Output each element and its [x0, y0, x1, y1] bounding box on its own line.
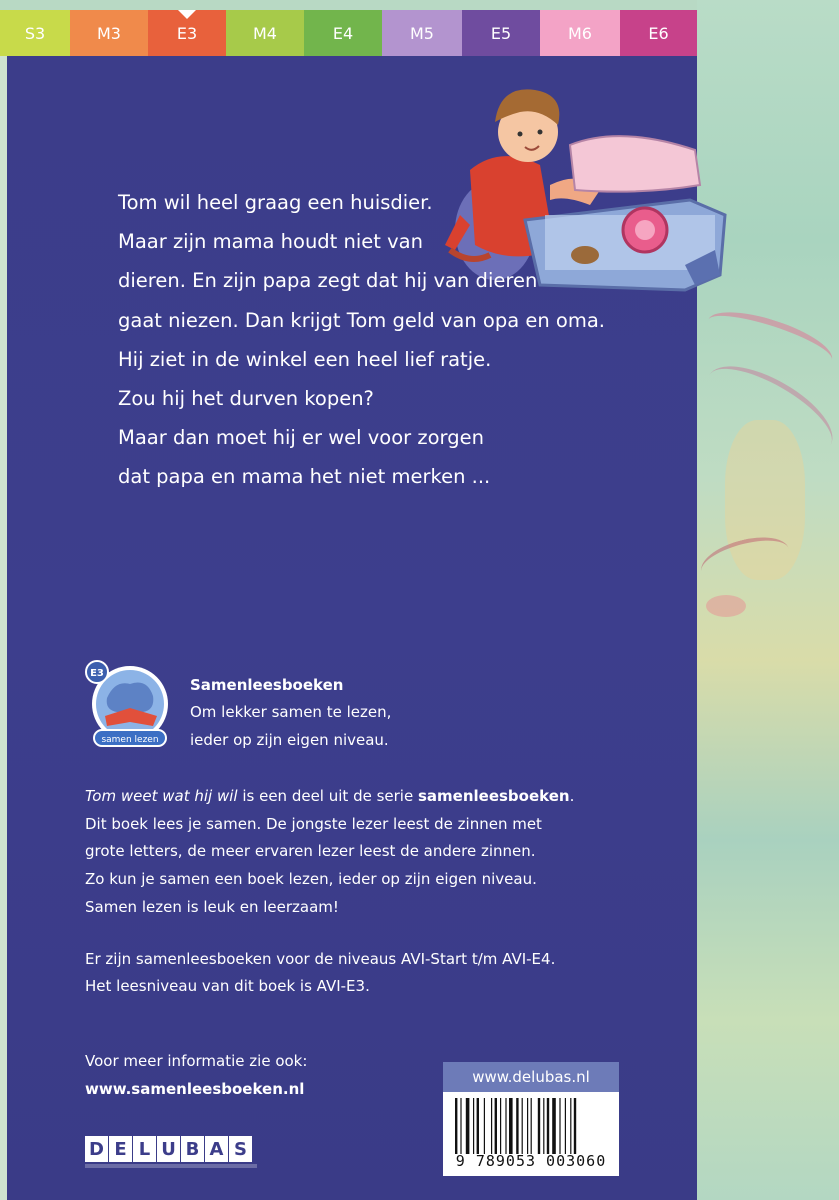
barcode-bar: [559, 1098, 560, 1154]
barcode-bar: [547, 1098, 549, 1154]
series-name: samenleesboeken: [417, 787, 570, 805]
logo-letter: U: [157, 1136, 180, 1162]
badge-level: E3: [90, 668, 104, 679]
barcode-bar: [522, 1098, 523, 1154]
barcode-bar: [505, 1098, 506, 1154]
description-line: Samen lezen is leuk en leerzaam!: [85, 898, 339, 916]
story-line: dat papa en mama het niet merken ...: [118, 465, 491, 489]
levels-line: Er zijn samenleesboeken voor de niveaus AVI-Start t/m AVI-E4.: [85, 950, 556, 968]
logo-letter: E: [109, 1136, 132, 1162]
level-tab-e5: E5: [462, 10, 540, 56]
story-line: Maar zijn mama houdt niet van: [118, 230, 423, 254]
barcode-box: [443, 1062, 619, 1176]
level-tab-m3: M3: [70, 10, 148, 56]
barcode: [443, 1092, 619, 1176]
barcode-bar: [509, 1098, 513, 1154]
level-tab-m6: M6: [540, 10, 620, 56]
story-line: Maar dan moet hij er wel voor zorgen: [118, 426, 484, 450]
spine-paint: [706, 595, 746, 617]
info-url-link[interactable]: www.samenleesboeken.nl: [85, 1080, 305, 1098]
logo-letter: L: [133, 1136, 156, 1162]
barcode-bar: [455, 1098, 457, 1154]
barcode-bar: [484, 1098, 485, 1154]
description-line: grote letters, de meer ervaren lezer leest de andere zinnen.: [85, 842, 536, 860]
level-tab-e4: E4: [304, 10, 382, 56]
logo-letter: A: [205, 1136, 228, 1162]
delubas-logo: [85, 1136, 252, 1166]
publisher-url[interactable]: www.delubas.nl: [443, 1062, 619, 1092]
description-line: Dit boek lees je samen. De jongste lezer leest de zinnen met: [85, 815, 542, 833]
barcode-bar: [516, 1098, 518, 1154]
barcode-bar: [565, 1098, 566, 1154]
story-line: Tom wil heel graag een huisdier.: [118, 191, 433, 214]
barcode-bar: [531, 1098, 532, 1154]
level-tab-m4: M4: [226, 10, 304, 56]
barcode-bar: [500, 1098, 501, 1154]
logo-letter: B: [181, 1136, 204, 1162]
levels-line: Het leesniveau van dit boek is AVI-E3.: [85, 977, 370, 995]
barcode-bars: [455, 1098, 611, 1154]
description-text: is een deel uit de serie: [237, 787, 418, 805]
series-line: ieder op zijn eigen niveau.: [190, 731, 389, 749]
story-text: [118, 183, 605, 497]
barcode-bar: [543, 1098, 544, 1154]
series-title: Samenleesboeken: [190, 676, 344, 694]
samen-lezen-badge-icon: [85, 660, 171, 750]
series-line: Om lekker samen te lezen,: [190, 703, 392, 721]
story-line: Hij ziet in de winkel een heel lief ratje.: [118, 347, 492, 371]
barcode-bar: [460, 1098, 461, 1154]
barcode-bar: [552, 1098, 556, 1154]
barcode-bar: [574, 1098, 576, 1154]
barcode-bar: [491, 1098, 492, 1154]
barcode-bar: [495, 1098, 497, 1154]
story-line: Zou hij het durven kopen?: [118, 386, 374, 410]
badge-caption: samen lezen: [101, 735, 159, 745]
level-tab-m5: M5: [382, 10, 462, 56]
logo-letter: S: [229, 1136, 252, 1162]
level-tab-e3: E3: [148, 10, 226, 56]
story-line: gaat niezen. Dan krijgt Tom geld van opa en oma.: [118, 308, 605, 332]
barcode-bar: [538, 1098, 540, 1154]
barcode-bar: [570, 1098, 571, 1154]
level-tab-s3: S3: [0, 10, 70, 56]
barcode-bar: [466, 1098, 470, 1154]
barcode-bar: [473, 1098, 474, 1154]
barcode-bar: [477, 1098, 479, 1154]
isbn-number: 9 789053 003060: [455, 1152, 607, 1170]
logo-underline: [85, 1164, 257, 1168]
top-strip: [0, 0, 697, 10]
book-title: Tom weet wat hij wil: [85, 787, 238, 805]
description-line: Zo kun je samen een boek lezen, ieder op zijn eigen niveau.: [85, 870, 537, 888]
logo-letter: D: [85, 1136, 108, 1162]
level-tab-e6: E6: [620, 10, 697, 56]
story-line: dieren. En zijn papa zegt dat hij van dieren: [118, 269, 538, 293]
info-label: Voor meer informatie zie ook:: [85, 1052, 308, 1070]
description-text: .: [569, 787, 575, 805]
barcode-bar: [527, 1098, 528, 1154]
description-line: [85, 787, 574, 805]
